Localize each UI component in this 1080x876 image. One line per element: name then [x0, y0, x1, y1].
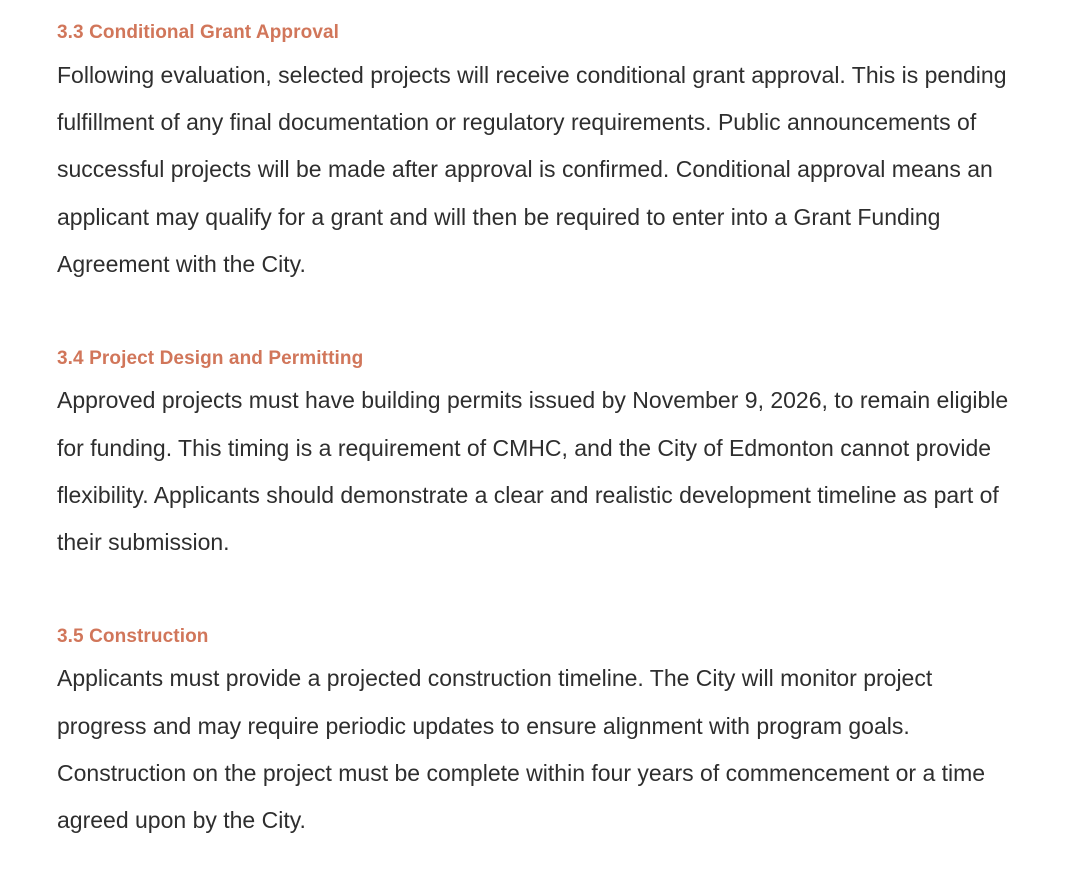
section-conditional-grant-approval	[57, 20, 1022, 289]
section-body-3-5: Applicants must provide a projected construction timeline. The City will monitor project progress and may require periodic updates to ensure alignment with program goals. Construction on the project must be complete within four years of commencement or a time agreed upon by the City.	[57, 665, 986, 834]
section-project-design-permitting	[57, 346, 1022, 567]
section-construction	[57, 624, 1022, 845]
section-body-3-3: Following evaluation, selected projects will receive conditional grant approval. This is pending fulfillment of any final documentation or regulatory requirements. Public announcements of successful projects will be made after approval is confirmed. Conditional approval means an applicant may qualify for a grant and will then be required to enter into a Grant Funding Agreement with the City.	[57, 61, 1007, 278]
section-body-3-4: Approved projects must have building permits issued by November 9, 2026, to remain eligible for funding. This timing is a requirement of CMHC, and the City of Edmonton cannot provide flexibility. Applicants should demonstrate a clear and realistic development timeline as part of their submission.	[57, 387, 1009, 556]
section-heading-3-4: 3.4 Project Design and Permitting	[57, 347, 364, 369]
section-heading-3-5: 3.5 Construction	[57, 625, 209, 647]
section-heading-3-3: 3.3 Conditional Grant Approval	[57, 22, 340, 43]
